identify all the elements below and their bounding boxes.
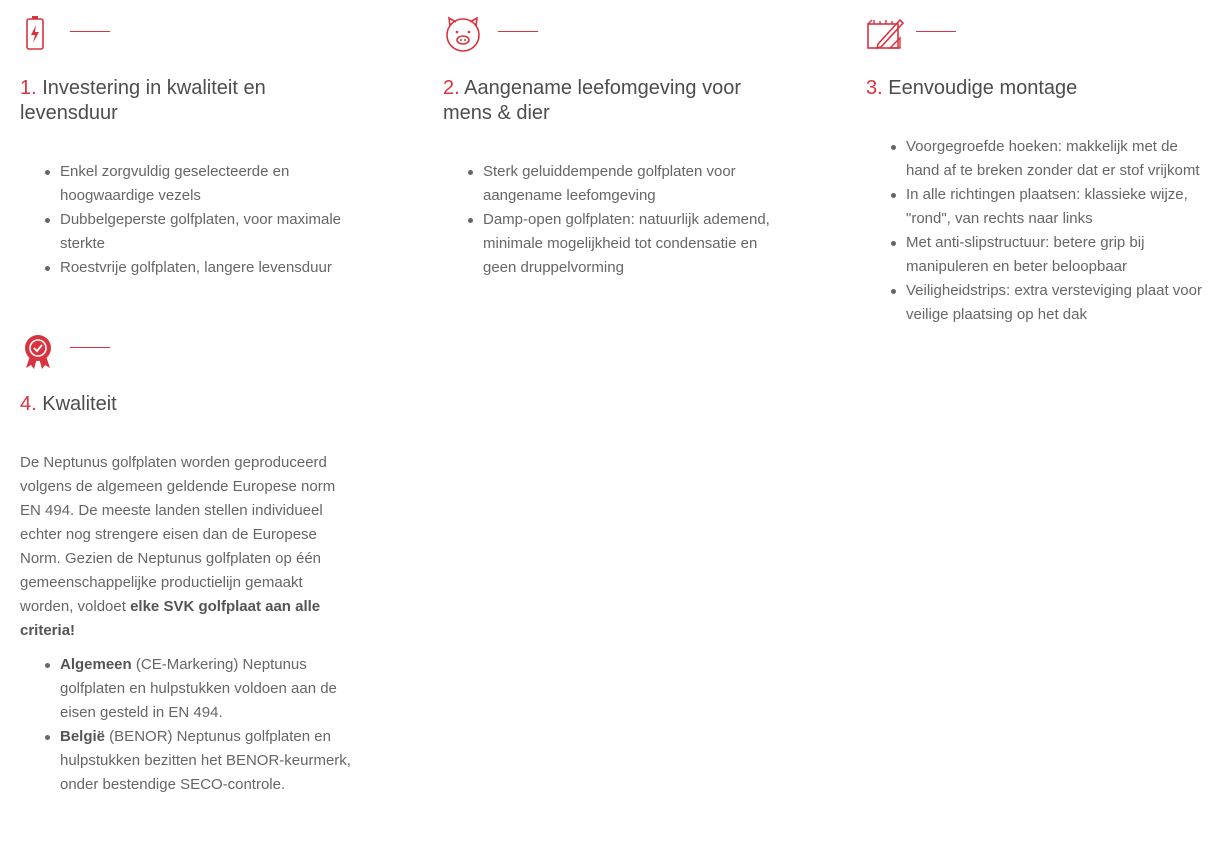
list-item: Enkel zorgvuldig geselecteerde en hoogwaardige vezels [60, 160, 360, 208]
list-item: Damp-open golfplaten: natuurlijk ademend, minimale mogelijkheid tot condensatie en geen druppelvorming [483, 208, 783, 280]
feature-2-icon-row [443, 14, 543, 54]
feature-1-divider [70, 31, 110, 32]
list-item: Sterk geluiddempende golfplaten voor aangename leefomgeving [483, 160, 783, 208]
feature-2-divider [498, 31, 538, 32]
feature-4-title: 4. Kwaliteit [20, 393, 117, 415]
list-item: Met anti-slipstructuur: betere grip bij manipuleren en beter beloopbaar [906, 231, 1206, 279]
battery-charge-icon [20, 14, 60, 54]
feature-1-list [20, 160, 360, 280]
feature-1-icon-row [20, 14, 120, 54]
feature-2-list [443, 160, 783, 280]
feature-3-divider [916, 31, 956, 32]
list-item: België (BENOR) Neptunus golfplaten en hulpstukken bezitten het BENOR-keurmerk, onder bestendige SECO-controle. [60, 725, 360, 797]
list-item: Dubbelgeperste golfplaten, voor maximale sterkte [60, 208, 360, 256]
feature-4-divider [70, 347, 110, 348]
feature-3-list [866, 135, 1206, 327]
list-item: Roestvrije golfplaten, langere levensduur [60, 256, 360, 280]
list-item: Voorgegroefde hoeken: makkelijk met de hand af te breken zonder dat er stof vrijkomt [906, 135, 1206, 183]
feature-1-title: 1. Investering in kwaliteit en levensduur [20, 77, 266, 124]
feature-2-title: 2. Aangename leefomgeving voor mens & dier [443, 77, 741, 124]
quality-badge-icon [20, 330, 60, 370]
list-item: In alle richtingen plaatsen: klassieke wijze, "rond", van rechts naar links [906, 183, 1206, 231]
feature-3-icon-row [866, 14, 966, 54]
feature-3-title: 3. Eenvoudige montage [866, 77, 1078, 99]
list-item: Veiligheidstrips: extra versteviging plaat voor veilige plaatsing op het dak [906, 279, 1206, 327]
piggy-bank-icon [443, 14, 483, 54]
feature-4-icon-row [20, 330, 120, 370]
list-item: Algemeen (CE-Markering) Neptunus golfplaten en hulpstukken voldoen aan de eisen gesteld in EN 494. [60, 653, 360, 725]
tools-drawing-icon [866, 14, 906, 54]
feature-4-list [20, 653, 360, 797]
feature-4-paragraph: De Neptunus golfplaten worden geproduceerd volgens de algemeen geldende Europese norm EN 494. De meeste landen stellen individueel echter nog strengere eisen dan de Europese Norm. Gezien de Neptunus golfplaten op één gemeenschappelijke productielijn gemaakt worden, voldoet elke SVK golfplaat aan alle criteria! [20, 454, 336, 639]
